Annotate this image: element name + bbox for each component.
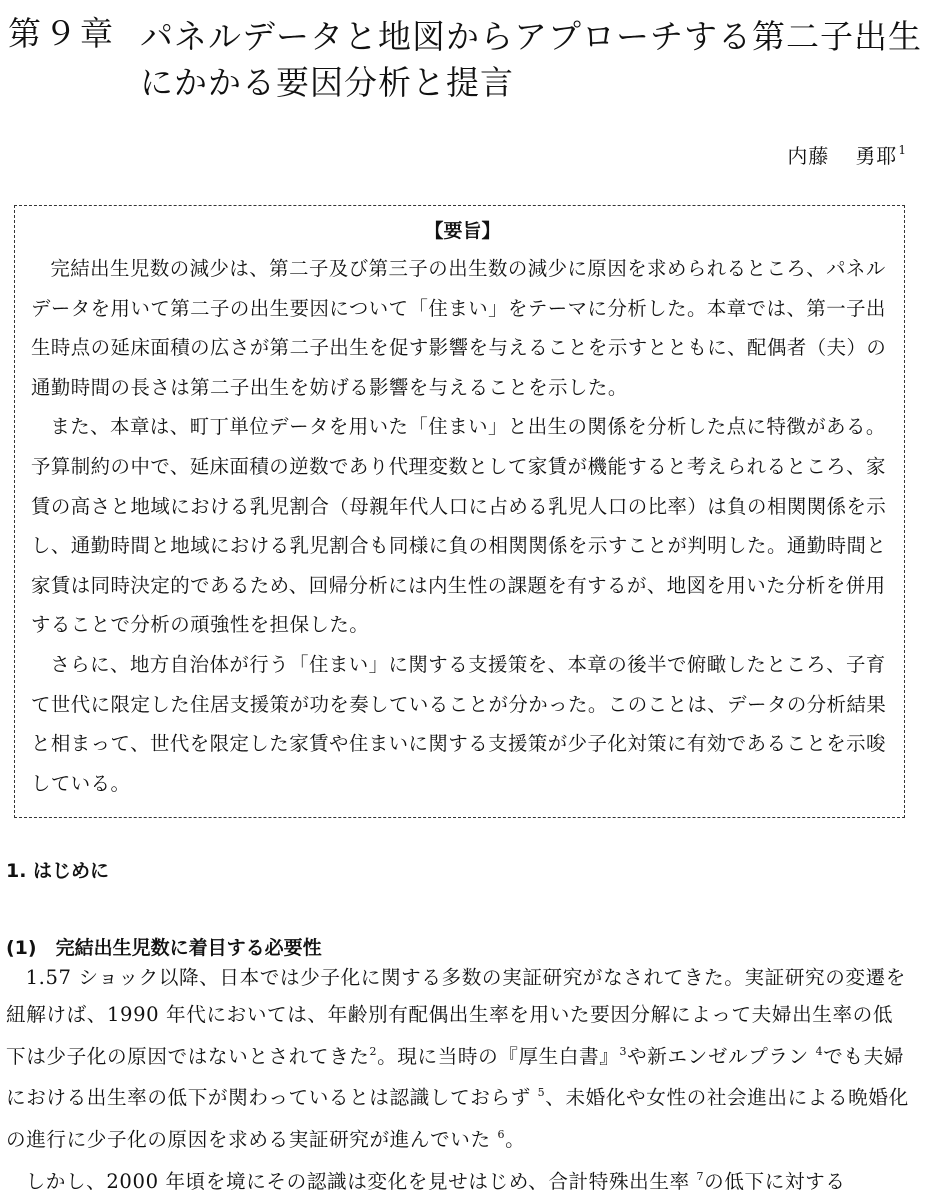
author-footnote-mark: 1 [898,143,907,157]
body-text-run: しかし、2000 年頃を境にその認識は変化を見せはじめ、合計特殊出生率 [25,1169,697,1193]
footnote-ref[interactable]: 6 [497,1128,506,1142]
abstract-paragraph: さらに、地方自治体が行う「住まい」に関する支援策を、本章の後半で俯瞰したところ、子育て世代に限定した住居支援策が功を奏していることが分かった。このことは、データの分析結果と相まって、世代を限定した家賃や住まいに関する支援策が少子化対策に有効であることを示唆している。 [31,652,887,795]
body-paragraph [6,960,911,1159]
body-paragraph [6,1159,911,1201]
body-text-run: でも夫婦における出生率の低下が関わっているとは認識しておらず [6,1044,905,1110]
body-text-run: の低下に対する [704,1169,846,1193]
chapter-number: 第９章 [8,14,116,53]
body-text [6,960,911,1201]
author-line [787,140,907,169]
author-surname: 内藤 [787,144,830,168]
abstract-box [14,205,905,818]
body-text-run: 1.57 ショック以降、日本では少子化に関する多数の実証研究がなされてきた。実証研究の変遷を紐解けば、1990 年代においては、年齢別有配偶出生率を用いた要因分解によって夫婦出生率の低下は少子化の原因ではないとされてきた [6,966,906,1068]
footnote-ref[interactable]: 5 [537,1086,546,1100]
author-given-name: 勇耶 [855,144,898,168]
abstract-heading: 【要旨】 [424,220,501,242]
chapter-title: パネルデータと地図からアプローチする第二子出生にかかる要因分析と提言 [140,17,922,102]
footnote-ref[interactable]: 7 [696,1169,705,1183]
footnote-ref[interactable]: 2 [369,1044,378,1058]
footnote-ref[interactable]: 3 [619,1044,628,1058]
subsection-heading: (1) 完結出生児数に着目する必要性 [6,937,322,959]
body-text-run: 、未婚化や女性の社会進出による晩婚化の進行に少子化の原因を求める実証研究が進んでいた [6,1086,909,1152]
footnote-ref[interactable]: 4 [815,1044,824,1058]
body-text-run: や新エンゼルプラン [627,1044,816,1068]
section-heading: 1. はじめに [6,860,110,882]
abstract-paragraph: 完結出生児数の減少は、第二子及び第三子の出生数の減少に原因を求められるところ、パネルデータを用いて第二子の出生要因について「住まい」をテーマに分析した。本章では、第一子出生時点の延床面積の広さが第二子出生を促す影響を与えることを示すとともに、配偶者（夫）の通勤時間の長さは第二子出生を妨げる影響を与えることを示した。 [31,257,887,399]
body-text-run: 。現に当時の『厚生白書』 [377,1044,620,1068]
abstract-paragraph: また、本章は、町丁単位データを用いた「住まい」と出生の関係を分析した点に特徴がある。予算制約の中で、延床面積の逆数であり代理変数として家賃が機能すると考えられるところ、家賃の高さと地域における乳児割合（母親年代人口に占める乳児人口の比率）は負の相関関係を示し、通勤時間と地域における乳児割合も同様に負の相関関係を示すことが判明した。通勤時間と家賃は同時決定的であるため、回帰分析には内生性の課題を有するが、地図を用いた分析を併用することで分析の頑強性を担保した。 [31,415,887,637]
body-text-run: 。 [505,1128,526,1152]
